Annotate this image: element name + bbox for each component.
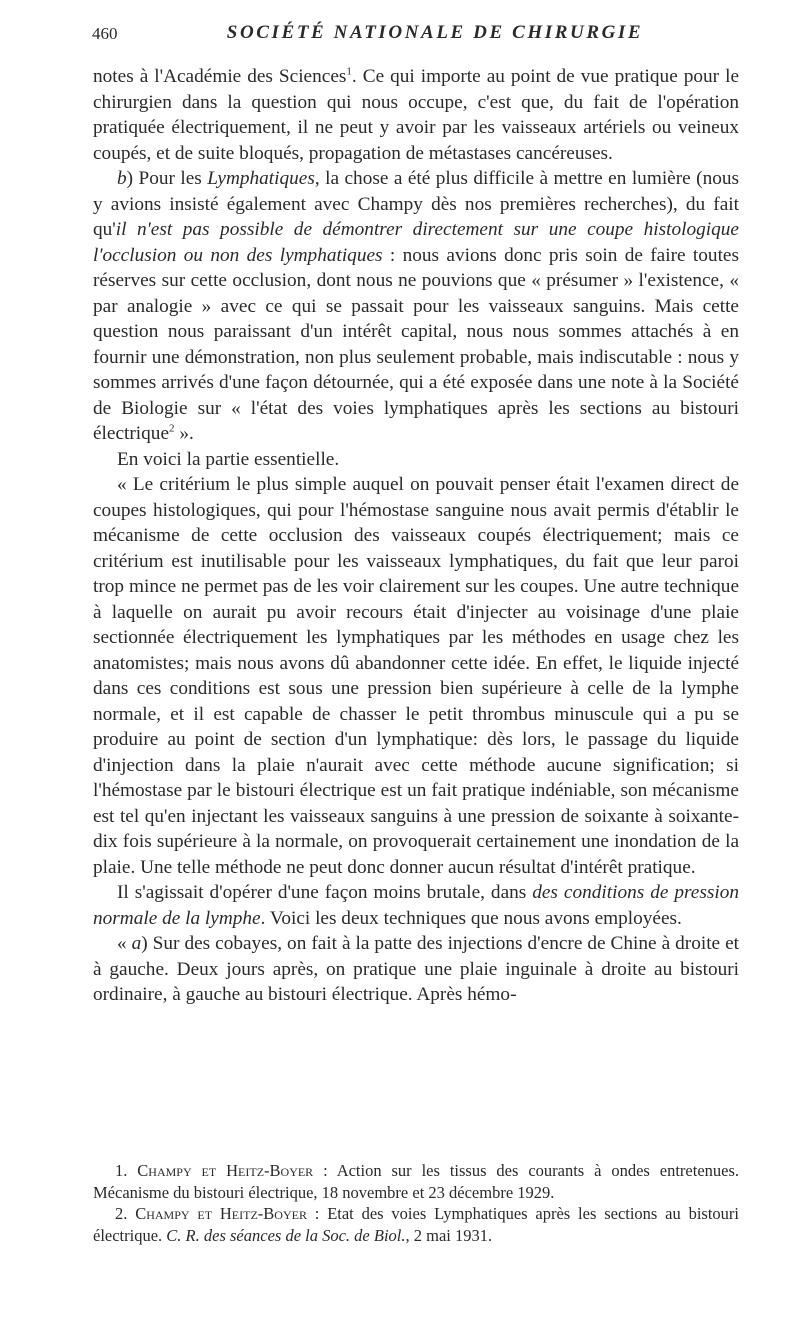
paragraph: « Le critérium le plus simple auquel on pouvait penser était l'examen direct de coupes histologiques, qui pour l'hémostase sanguine nous avait permis d'établir le mécanisme de cette occlusion des vaisseaux coupés électriquement; mais ce critérium est inutilisable pour les vaisseaux lymphatiques, du fait que leur paroi trop mince ne permet pas de les voir clairement sur les coupes. Une autre technique à laquelle on aurait pu avoir recours était d'injecter au voisinage d'une plaie sectionnée électriquement les lymphatiques par les méthodes en usage chez les anatomistes; mais nous avons dû abandonner cette idée. En effet, le liquide injecté dans ces conditions est sous une pression bien supérieure à celle de la lymphe normale, et il est capable de chasser le petit thrombus minuscule qui a pu se produire au point de section d'un lymphatique: dès lors, le passage du liquide d'injection dans la plaie n'aurait avec cette méthode aucune signification; si l'hémostase par le bistouri électrique est un fait pratique indéniable, son mécanisme est tel qu'en injectant les vaisseaux sanguins à une pression de soixante à soixante-dix fois supérieure à la normale, on provoquerait certainement une inondation de la plaie. Une telle méthode ne peut donc donner aucun résultat d'intérêt pratique. — [93, 474, 739, 878]
page-number: 460 — [92, 24, 118, 43]
text-run: : nous avions donc pris soin de faire toutes réserves sur cette occlusion, dont nous ne pouvions que « présumer » l'existence, « par analogie » avec ce qui se passait pour les vaisseaux sanguins. Mais cette question nous paraissant d'un intérêt capital, nous nous sommes attachés à en fournir une démonstration, non plus seulement probable, mais indiscutable : nous y sommes arrivés d'une façon détournée, qui a été exposée dans une note à la Société de Biologie sur « l'état des voies lymphatiques après les sections au bistouri électrique — [93, 244, 739, 444]
text-run: « — [117, 933, 132, 954]
footnote — [93, 1203, 739, 1246]
text-run: Il s'agissait d'opérer d'une façon moins brutale, dans — [117, 882, 533, 903]
text-run: . Voici les deux techniques que nous avons employées. — [260, 907, 682, 929]
italic-run: il n'est pas possible de démontrer directement sur une coupe histologique l'occlusion ou non des lymphatiques — [93, 219, 739, 266]
paragraph — [93, 64, 739, 166]
footnotes — [93, 1160, 739, 1246]
text-run: . Ce qui importe au point de vue pratique pour le chirurgien dans la question qui nous occupe, c'est que, du fait de l'opération pratiquée électriquement, il ne peut y avoir par les vaisseaux artériels ou veineux coupés, et de suite bloqués, propagation de métastases cancéreuses. — [93, 66, 739, 164]
footnote-text: , 2 mai 1931. — [405, 1225, 493, 1245]
text-run: ) Sur des cobayes, on fait à la patte des injections d'encre de Chine à droite et à gauche. Deux jours après, on pratique une plaie inguinale à droite au bistouri ordinaire, à gauche au bistouri électrique. Après hémo- — [93, 933, 740, 1005]
paragraph — [93, 166, 739, 447]
body-text — [93, 64, 739, 1008]
text-run: notes à l'Académie des Sciences — [93, 66, 347, 87]
footnote-number: 2. — [115, 1204, 128, 1223]
footnote-number: 1. — [115, 1161, 128, 1180]
list-label: a — [131, 933, 142, 954]
footnote-text: : Action sur les tissus des courants à ondes entretenues. Mécanisme du bistouri électrique, 18 novembre et 23 décembre 1929. — [93, 1161, 740, 1202]
footnote — [93, 1160, 739, 1203]
italic-run: des conditions de pression normale de la lymphe — [93, 882, 739, 929]
footnote-ref: 1 — [346, 65, 352, 78]
footnote-text: : Etat des voies Lymphatiques après les sections au bistouri électrique. — [93, 1204, 740, 1245]
text-run: ». — [174, 423, 194, 444]
paragraph: En voici la partie essentielle. — [117, 448, 340, 470]
text-run: , la chose a été plus difficile à mettre en lumière (nous y avions insisté également avec Champy dès nos premières recherches), du fait qu' — [93, 168, 739, 240]
text-run: ) Pour les — [126, 168, 208, 189]
list-label: b — [117, 168, 127, 189]
footnote-authors: Champy et Heitz-Boyer — [135, 1204, 307, 1223]
footnote-authors: Champy et Heitz-Boyer — [137, 1161, 314, 1180]
footnote-citation: C. R. des séances de la Soc. de Biol. — [166, 1225, 406, 1245]
footnote-ref: 2 — [169, 422, 175, 435]
paragraph — [93, 931, 739, 1008]
page-header — [92, 20, 738, 48]
paragraph — [93, 880, 739, 931]
running-title: SOCIÉTÉ NATIONALE DE CHIRURGIE — [226, 22, 644, 43]
italic-run: Lymphatiques — [207, 168, 315, 189]
